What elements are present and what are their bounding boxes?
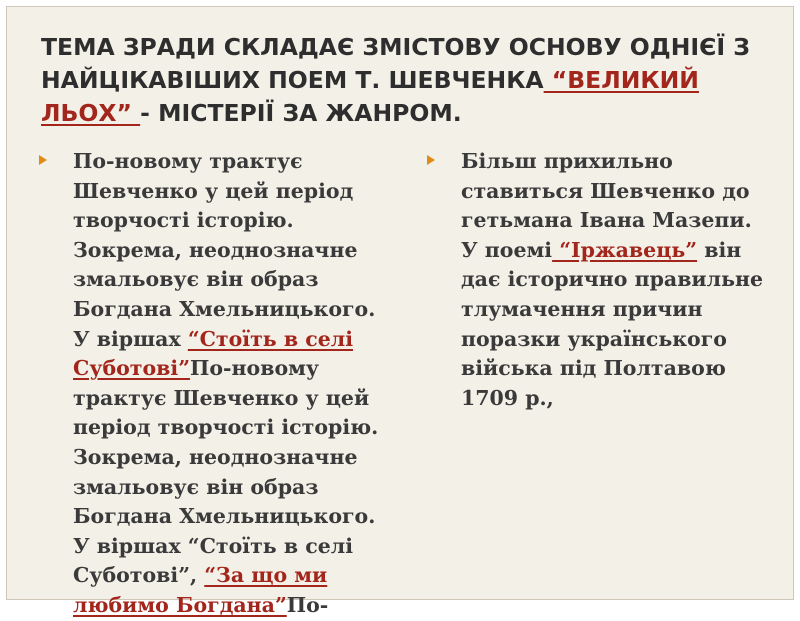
orange-triangle-bullet-icon (427, 155, 435, 165)
right-text-2: він дає історично правильне тлумачення причин поразки українського війська під Полтавою 1709 р., (461, 237, 764, 410)
title-text: ТЕМА ЗРАДИ СКЛАДАЄ ЗМІСТОВУ ОСНОВУ ОДНІЄЇ З НАЙЦІКАВІШИХ ПОЕМ Т. ШЕВЧЕНКА (41, 33, 750, 94)
left-text-2: По-новому трактує Шевченко у цей період творчості історію. Зокрема, неоднозначне змальовує він образ Богдана Хмельницького. У віршах “Стоїть в селі Суботові”, (73, 356, 379, 588)
left-text-1: По-новому трактує Шевченко у цей період творчості історію. Зокрема, неоднозначне змальовує він образ Богдана Хмельницького. У віршах (73, 149, 376, 351)
right-text-1: Більш прихильно ставиться Шевченко до гетьмана Івана Мазепи. У поемі (461, 149, 752, 262)
left-column (37, 147, 387, 621)
slide-title (41, 31, 791, 130)
orange-triangle-bullet-icon (39, 155, 47, 165)
left-bullet-item (37, 147, 387, 621)
slide (6, 6, 794, 617)
title-link-velykyi-lokh[interactable]: “ВЕЛИКИЙ ЛЬОХ” (41, 66, 699, 127)
link-stoit-v-seli-subotovi[interactable]: “Стоїть в селі Суботові” (73, 326, 353, 381)
link-za-shcho-my-lyubymo-bohdana[interactable]: “За що ми любимо Богдана” (73, 563, 328, 617)
right-bullet-item (425, 147, 775, 413)
right-column (425, 147, 775, 413)
left-text-3: По- (286, 592, 329, 617)
title-text-end: - МІСТЕРІЇ ЗА ЖАНРОМ. (140, 99, 462, 127)
link-irzhavets[interactable]: “Іржавець” (552, 237, 698, 262)
